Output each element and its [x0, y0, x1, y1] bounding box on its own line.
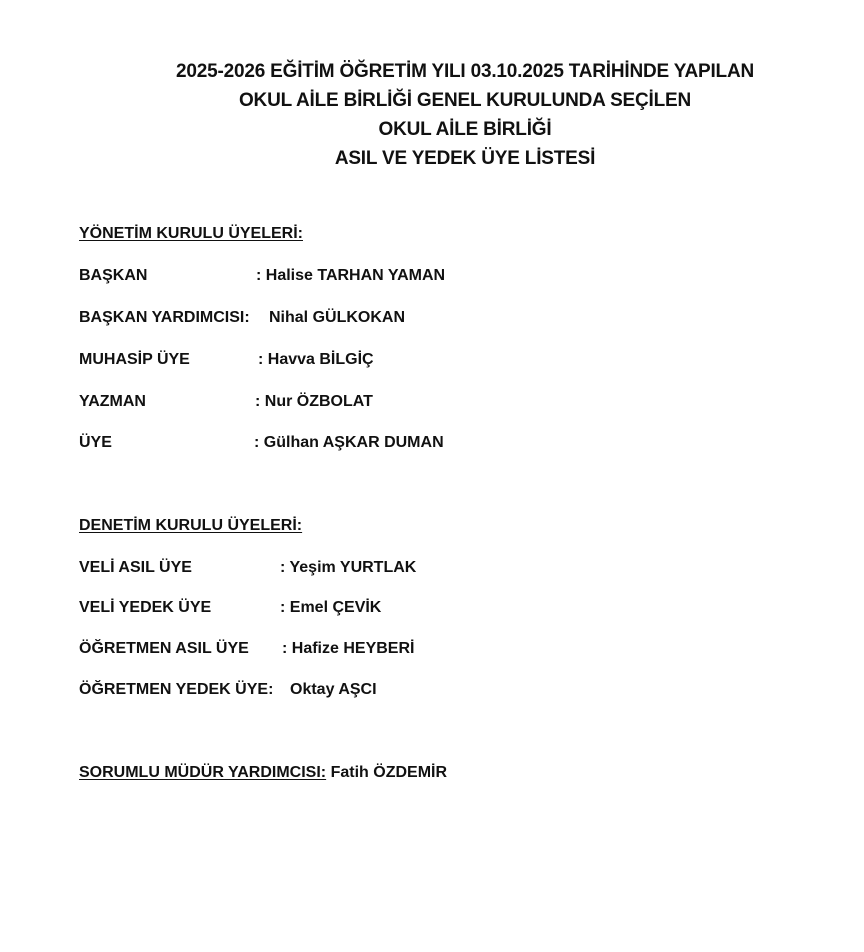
member-name: : Halise TARHAN YAMAN — [256, 267, 446, 284]
title-line-4: ASIL VE YEDEK ÜYE LİSTESİ — [334, 148, 596, 169]
member-name: : Gülhan AŞKAR DUMAN — [254, 434, 444, 451]
role-label: BAŞKAN YARDIMCISI: — [79, 309, 250, 326]
yonetim-heading: YÖNETİM KURULU ÜYELERİ: — [79, 225, 303, 242]
member-name: : Hafize HEYBERİ — [282, 640, 415, 657]
title-line-3: OKUL AİLE BİRLİĞİ — [378, 119, 552, 140]
role-label: ÜYE — [79, 434, 112, 451]
role-label: VELİ ASIL ÜYE — [79, 559, 192, 576]
title-line-1: 2025-2026 EĞİTİM ÖĞRETİM YILI 03.10.2025 TARİHİNDE YAPILAN — [176, 61, 754, 82]
title-line-2: OKUL AİLE BİRLİĞİ GENEL KURULUNDA SEÇİLEN — [238, 90, 692, 111]
denetim-heading: DENETİM KURULU ÜYELERİ: — [79, 517, 303, 534]
sorumlu-name: Fatih ÖZDEMİR — [330, 764, 448, 781]
role-label: VELİ YEDEK ÜYE — [79, 599, 212, 616]
member-name: Oktay AŞCI — [290, 681, 377, 698]
role-label: MUHASİP ÜYE — [79, 351, 190, 368]
member-name: : Yeşim YURTLAK — [280, 559, 417, 576]
member-name: : Nur ÖZBOLAT — [255, 393, 373, 410]
role-label: ÖĞRETMEN ASIL ÜYE — [79, 640, 249, 657]
sorumlu-label: SORUMLU MÜDÜR YARDIMCISI: — [79, 764, 327, 781]
role-label: YAZMAN — [79, 393, 146, 410]
member-name: Nihal GÜLKOKAN — [269, 309, 405, 326]
document-title — [0, 57, 864, 173]
member-name: : Havva BİLGİÇ — [258, 351, 374, 368]
role-label: ÖĞRETMEN YEDEK ÜYE: — [79, 681, 274, 698]
role-label: BAŞKAN — [79, 267, 148, 284]
member-name: : Emel ÇEVİK — [280, 599, 382, 616]
sorumlu-row — [79, 764, 447, 782]
